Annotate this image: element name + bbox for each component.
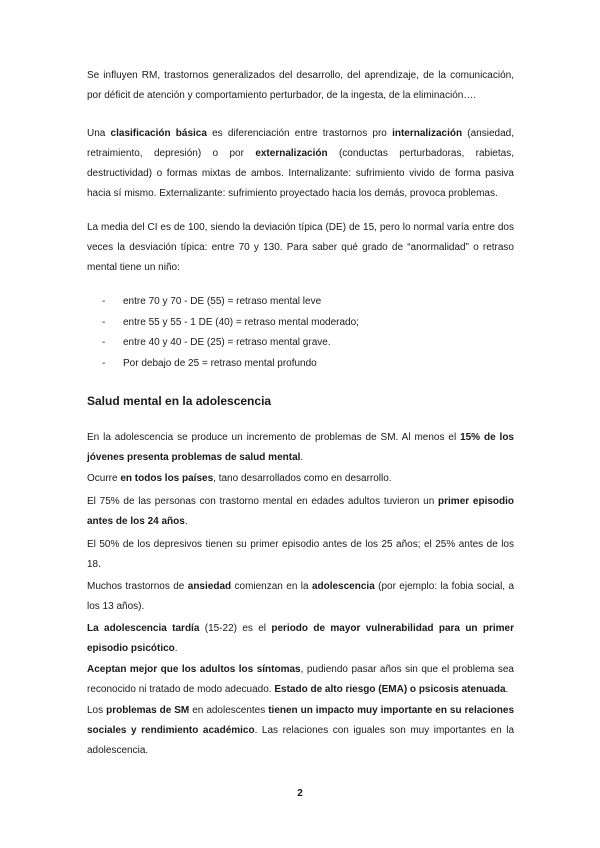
list-dash: -	[102, 316, 106, 328]
list-dash: -	[102, 337, 106, 348]
list-item	[87, 354, 514, 375]
page-number: 2	[297, 788, 303, 799]
intro-paragraph: Se influyen RM, trastornos generalizados del desarrollo, del aprendizaje, de la comunicación, por déficit de atención y comportamiento perturbador, de la ingesta, de la eliminación….	[87, 70, 514, 101]
list-item-text: entre 40 y 40 - DE (25) = retraso mental grave.	[123, 337, 331, 348]
ci-paragraph: La media del CI es de 100, siendo la deviación típica (DE) de 15, pero lo normal varía entre dos veces la desviación típica: entre 70 y 130. Para saber qué grado de “anormalidad” o retraso mental tiene un niño:	[87, 222, 514, 273]
adolescence-paragraph-7: Aceptan mejor que los adultos los síntomas, pudiendo pasar años sin que el problema sea reconocido ni tratado de modo adecuado. Estado de alto riesgo (EMA) o psicosis atenuada.	[87, 664, 514, 695]
adolescence-paragraph-2: Ocurre en todos los países, tano desarrollados como en desarrollo.	[87, 473, 392, 484]
adolescence-paragraph-3: El 75% de las personas con trastorno mental en edades adultos tuvieron un primer episodio antes de los 24 años.	[87, 496, 515, 527]
retraso-list	[87, 292, 514, 374]
list-dash: -	[102, 296, 106, 307]
adolescence-paragraph-5: Muchos trastornos de ansiedad comienzan en la adolescencia (por ejemplo: la fobia social, a los 13 años).	[87, 581, 515, 612]
list-item	[87, 292, 514, 313]
adolescence-paragraph-4: El 50% de los depresivos tienen su primer episodio antes de los 25 años; el 25% antes de los 18.	[87, 539, 514, 570]
section-title: Salud mental en la adolescencia	[87, 394, 272, 408]
list-item	[87, 313, 514, 334]
list-item-text: entre 70 y 70 - DE (55) = retraso mental leve	[123, 296, 322, 307]
adolescence-paragraph-1: En la adolescencia se produce un incremento de problemas de SM. Al menos el 15% de los jóvenes presenta problemas de salud mental.	[87, 432, 514, 463]
classification-paragraph: Una clasificación básica es diferenciación entre trastornos pro internalización (ansiedad, retraimiento, depresión) o por externalización (conductas perturbadoras, rabietas, destructividad) o formas mixtas de ambos. Internalizante: sufrimiento vivido de forma pasiva hacia sí mismo. Externalizante: sufrimiento proyectado hacia los demás, provoca problemas.	[87, 128, 514, 199]
list-item-text: Por debajo de 25 = retraso mental profundo	[123, 357, 317, 369]
list-item	[87, 333, 514, 354]
adolescence-paragraph-8: Los problemas de SM en adolescentes tienen un impacto muy importante en su relaciones sociales y rendimiento académico. Las relaciones con iguales son muy importantes en la adolescencia.	[87, 705, 515, 756]
list-item-text: entre 55 y 55 - 1 DE (40) = retraso mental moderado;	[123, 316, 359, 328]
adolescence-paragraph-6: La adolescencia tardía (15-22) es el periodo de mayor vulnerabilidad para un primer episodio psicótico.	[87, 623, 515, 654]
list-dash: -	[102, 357, 106, 369]
